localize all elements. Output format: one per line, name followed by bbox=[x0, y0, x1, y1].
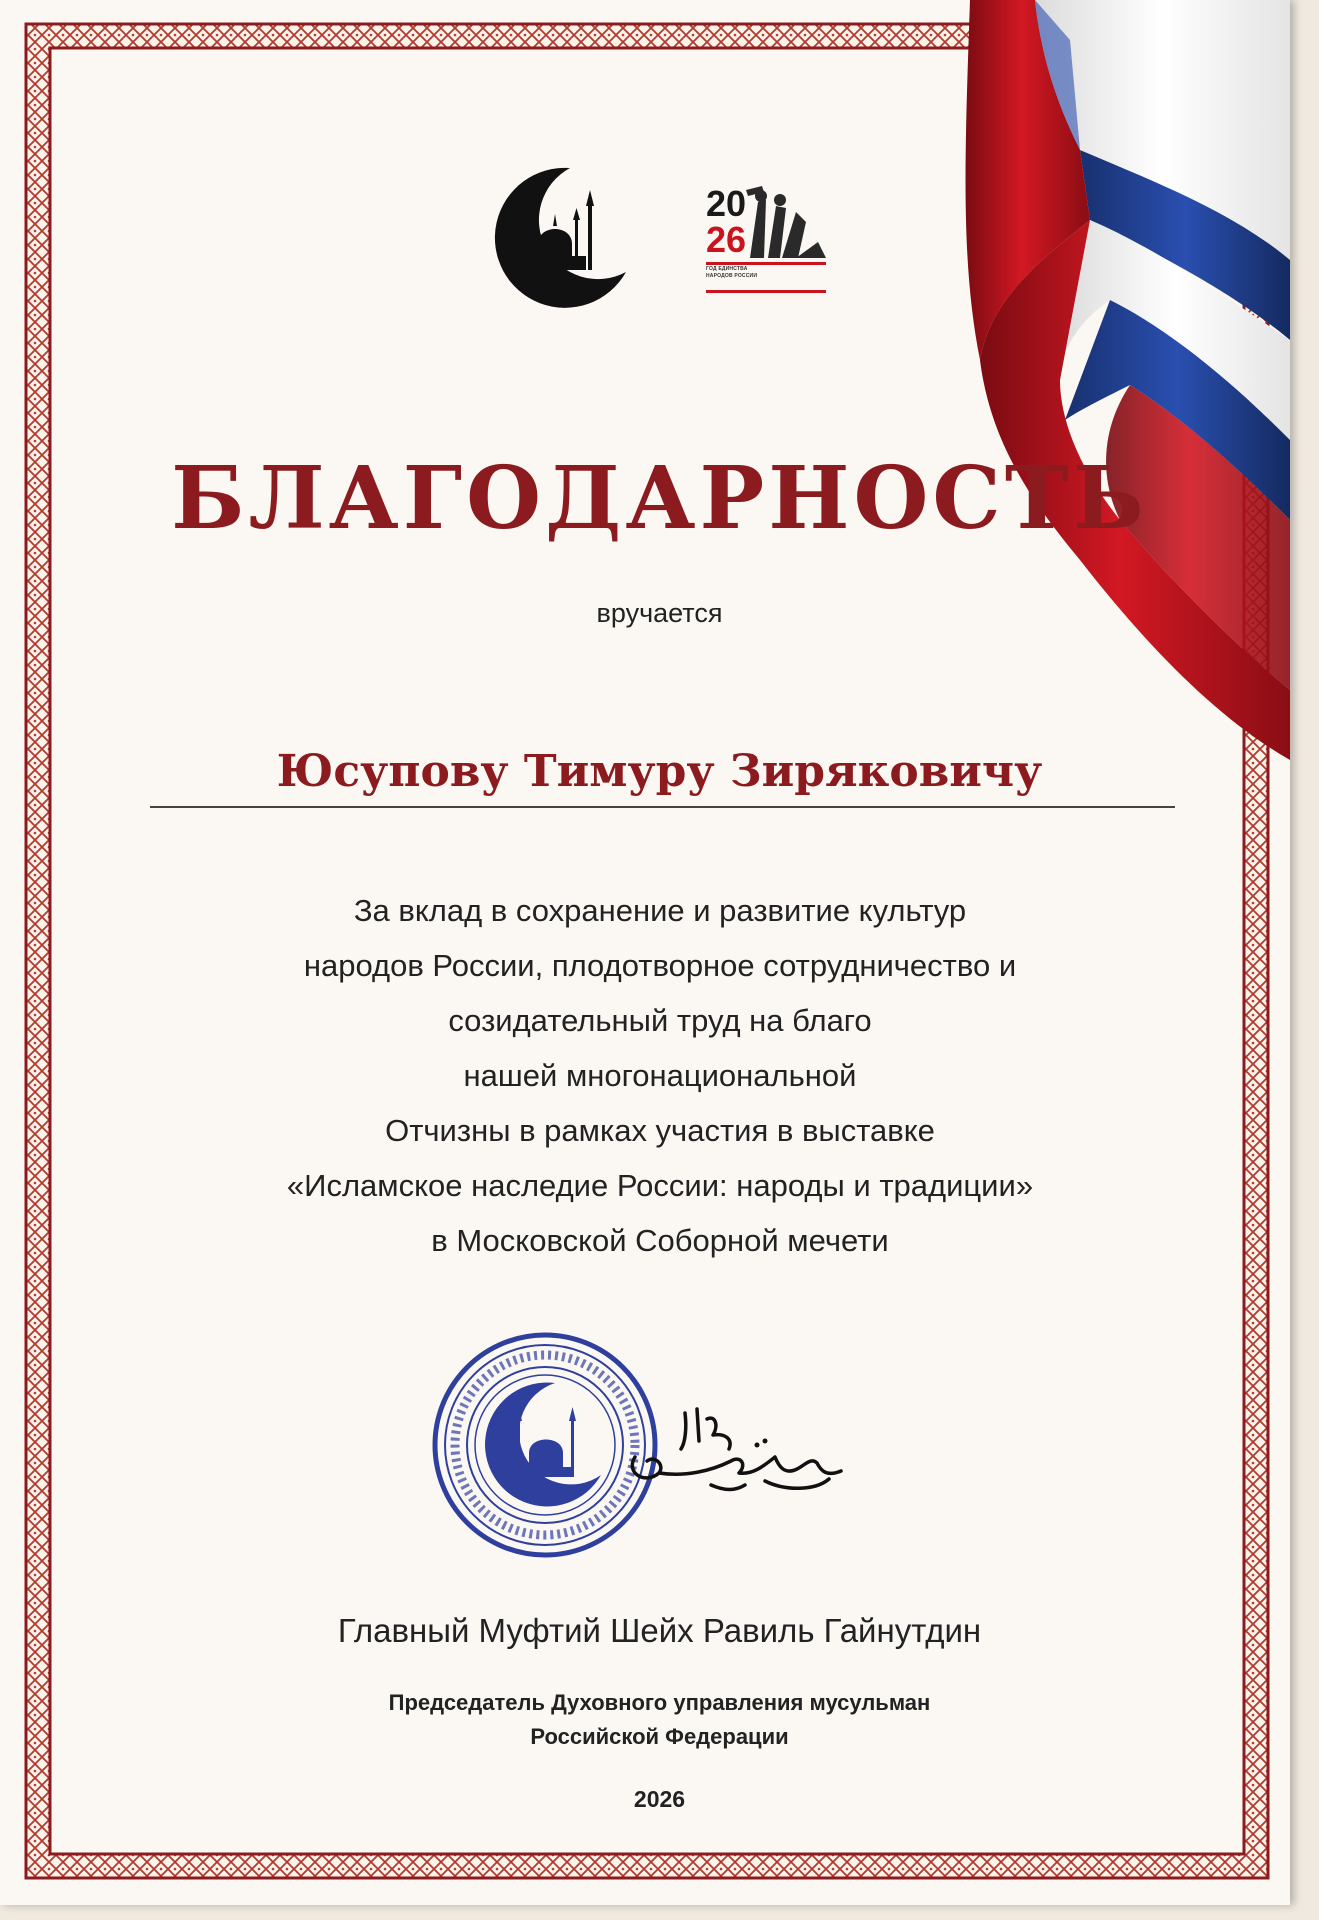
handwritten-signature bbox=[615, 1395, 865, 1505]
signer-position bbox=[0, 1686, 1319, 1754]
certificate-title: БЛАГОДАРНОСТЬ bbox=[171, 448, 1148, 549]
position-line: Российской Федерации bbox=[530, 1724, 789, 1749]
presented-label: вручается bbox=[596, 598, 723, 628]
reason-line: народов России, плодотворное сотрудничество и bbox=[303, 948, 1017, 983]
reason-text bbox=[160, 883, 1160, 1268]
reason-line: За вклад в сохранение и развитие культур bbox=[353, 893, 967, 928]
issue-year: 2026 bbox=[633, 1786, 686, 1812]
year-of-unity-logo bbox=[706, 182, 842, 312]
position-line: Председатель Духовного управления мусульман bbox=[388, 1690, 931, 1715]
recipient-name: Юсупову Тимуру Зиряковичу bbox=[276, 746, 1043, 797]
reason-line: нашей многонациональной bbox=[463, 1058, 857, 1093]
reason-line: в Московской Соборной мечети bbox=[431, 1223, 889, 1258]
muftiate-crescent-mosque-logo bbox=[490, 160, 640, 310]
logo-row bbox=[490, 160, 850, 310]
logo-caption: ГОД ЕДИНСТВА НАРОДОВ РОССИИ bbox=[706, 266, 758, 279]
reason-line: «Исламское наследие России: народы и традиции» bbox=[286, 1168, 1034, 1203]
name-underline bbox=[150, 806, 1175, 808]
russian-flag-ribbon bbox=[0, 0, 1290, 800]
logo-year-bottom: 26 bbox=[706, 219, 747, 260]
reason-line: Отчизны в рамках участия в выставке bbox=[385, 1113, 935, 1148]
logo-year-top: 20 bbox=[706, 183, 747, 224]
signer-name: Главный Муфтий Шейх Равиль Гайнутдин bbox=[337, 1612, 982, 1649]
reason-line: созидательный труд на благо bbox=[448, 1003, 872, 1038]
